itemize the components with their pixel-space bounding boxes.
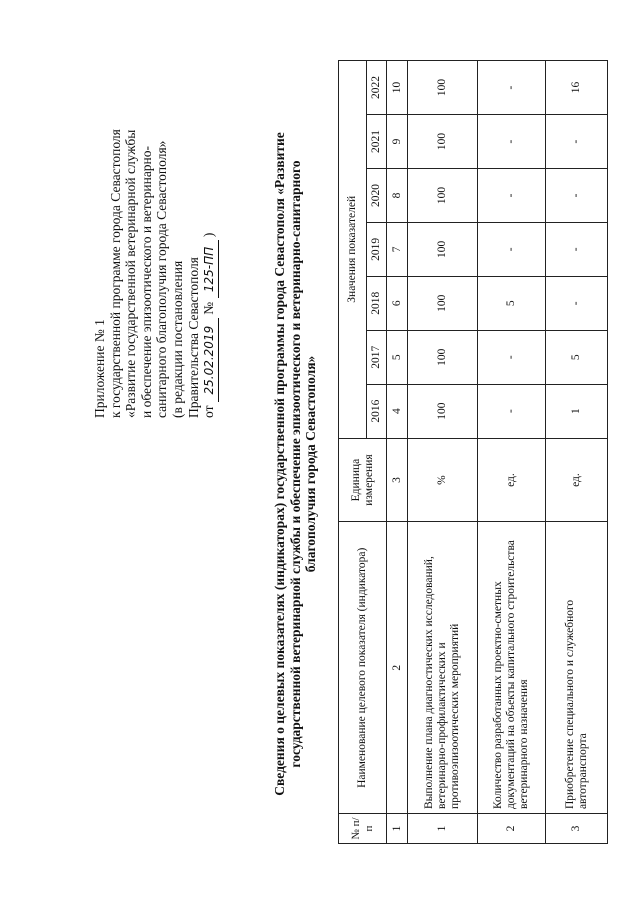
row-name: Выполнение плана диагностических исследований, ветеринарно-профилактических и противоэпизоотических мероприятий [408,522,478,814]
handwritten-number: 125-ПП [202,241,219,299]
row-name: Приобретение специального и служебного автотранспорта [546,522,608,814]
title-line: Сведения о целевых показателях (индикаторах) государственной программы города Севастополя «Развитие [272,132,287,796]
title-line: благополучия города Севастополя» [303,355,318,573]
row-unit: ед. [546,438,608,522]
row-value: 100 [408,222,478,276]
index-row [387,61,408,844]
row-unit: ед. [478,438,546,522]
row-value: 100 [408,168,478,222]
row-name: Количество разработанных проектно-сметных документаций на объекты капитального строительства ветеринарного назначения [478,522,546,814]
index-cell: 5 [387,330,408,384]
index-cell: 4 [387,384,408,438]
number-prefix: № [201,301,217,315]
row-num: 1 [408,814,478,844]
table-row [478,61,546,844]
row-value: - [478,222,546,276]
header-values: Значения показателей [339,61,367,439]
header-year: 2021 [367,115,387,169]
row-value: - [546,168,608,222]
annex-line: и обеспечение эпизоотического и ветеринарно- [138,145,154,418]
annex-line: Правительства Севастополя [185,257,201,418]
index-cell: 8 [387,168,408,222]
row-value: - [478,384,546,438]
header-num: № п/п [339,814,387,844]
row-num: 3 [546,814,608,844]
row-value: 100 [408,384,478,438]
header-year: 2022 [367,61,387,115]
table-row [408,61,478,844]
row-value: - [478,115,546,169]
row-value: - [478,61,546,115]
row-value: - [546,222,608,276]
document-title [272,84,319,844]
row-value: - [478,330,546,384]
index-cell: 1 [387,814,408,844]
date-prefix: от [201,405,217,418]
header-year: 2020 [367,168,387,222]
row-value: 100 [408,61,478,115]
index-cell: 9 [387,115,408,169]
row-value: 100 [408,115,478,169]
header-name: Наименование целевого показателя (индикатора) [339,522,387,814]
row-value: 100 [408,330,478,384]
row-unit: % [408,438,478,522]
table-row [546,61,608,844]
closing-paren: ) [201,232,217,238]
annex-header [92,38,219,418]
annex-line: к государственной программе города Севастополя [107,129,123,418]
handwritten-date: 25.02.2019 [202,318,219,402]
header-year: 2016 [367,384,387,438]
header-year: 2018 [367,276,387,330]
index-cell: 7 [387,222,408,276]
annex-line: (в редакции постановления [169,260,185,418]
row-value: - [478,168,546,222]
row-value: 1 [546,384,608,438]
title-line: государственной ветеринарной службы и обеспечение эпизоотического и ветеринарно-санитарного [287,160,303,768]
row-value: 100 [408,276,478,330]
annex-line: санитарного благополучия города Севастополя» [154,140,170,418]
indicators-table [338,60,608,844]
index-cell: 3 [387,438,408,522]
header-year: 2019 [367,222,387,276]
row-value: 5 [546,330,608,384]
annex-line: Приложение № 1 [92,319,107,418]
row-value: - [546,115,608,169]
row-value: - [546,276,608,330]
annex-line: «Развитие государственной ветеринарной службы [123,129,139,418]
index-cell: 10 [387,61,408,115]
row-value: 5 [478,276,546,330]
header-year: 2017 [367,330,387,384]
header-unit: Единица измерения [339,438,387,522]
row-num: 2 [478,814,546,844]
index-cell: 6 [387,276,408,330]
row-value: 16 [546,61,608,115]
annex-date-line [201,38,219,418]
index-cell: 2 [387,522,408,814]
